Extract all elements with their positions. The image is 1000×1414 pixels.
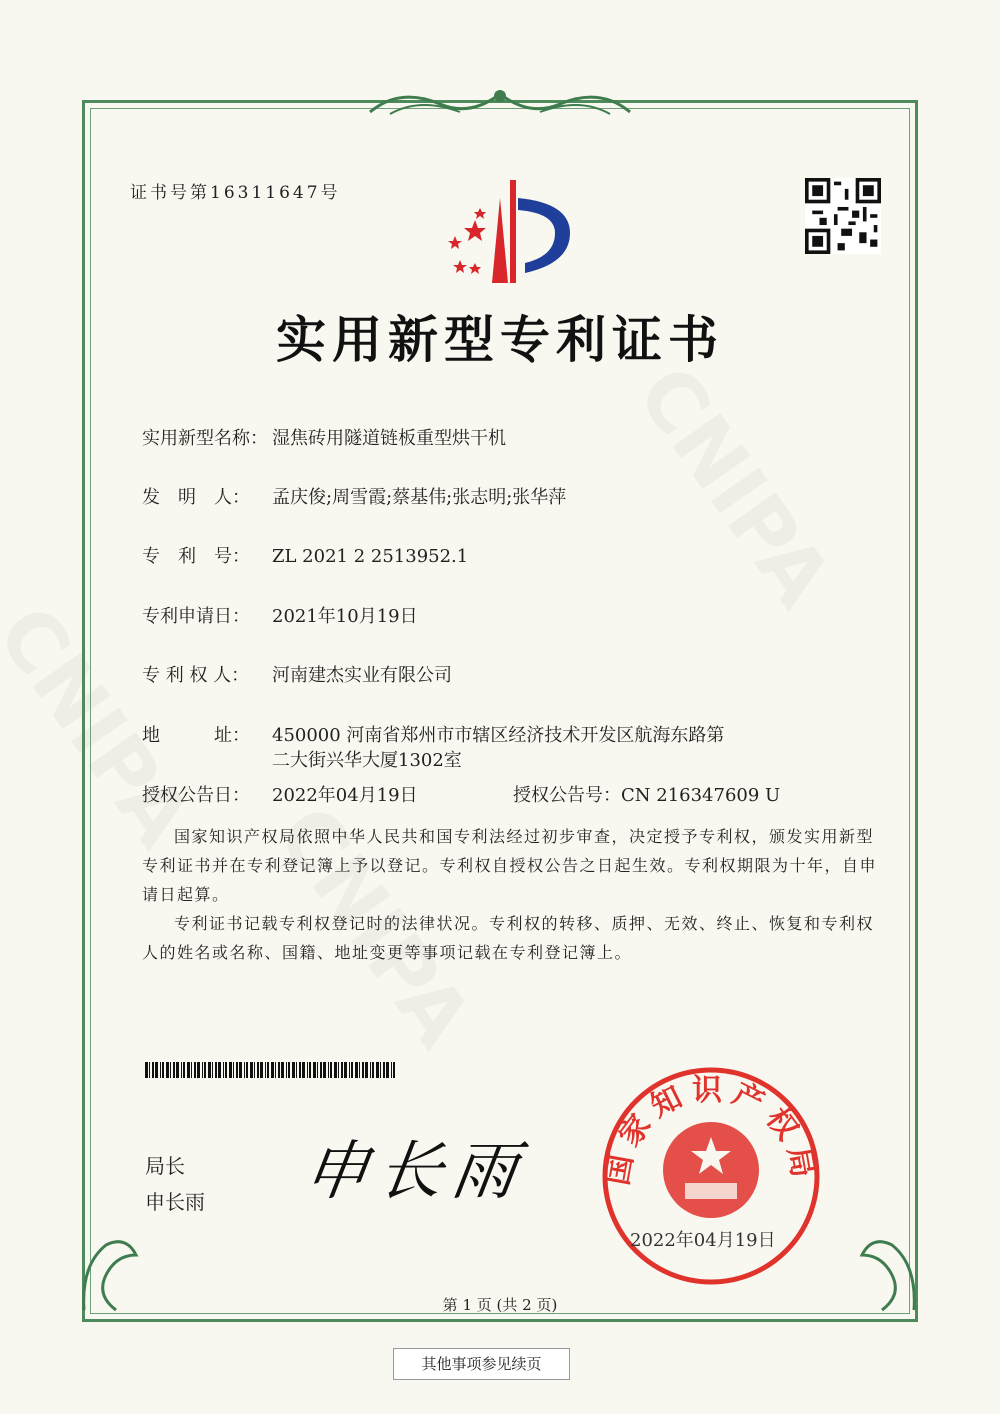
field-announcement-number	[513, 781, 780, 807]
barcode-bar	[160, 1062, 161, 1078]
barcode-bar	[328, 1062, 329, 1078]
barcode-bar	[257, 1062, 259, 1078]
barcode-bar	[307, 1062, 308, 1078]
barcode-bar	[218, 1062, 221, 1078]
barcode-bar	[365, 1062, 368, 1078]
barcode-bar	[155, 1062, 158, 1078]
field-inventors	[142, 483, 566, 509]
barcode-bar	[330, 1062, 332, 1078]
field-label: 授权公告号：	[513, 785, 621, 806]
barcode-bar	[351, 1062, 353, 1078]
field-value: 2021年10月19日	[272, 606, 418, 627]
field-label: 专利申请日：	[142, 606, 250, 627]
barcode-bar	[176, 1062, 179, 1078]
seal-text: 国家知识产权局	[600, 1073, 822, 1188]
barcode-bar	[244, 1062, 245, 1078]
field-label: 地 址：	[142, 725, 250, 746]
barcode-bar	[309, 1062, 311, 1078]
barcode-bar	[313, 1062, 316, 1078]
signatory-title: 局长	[145, 1154, 185, 1178]
barcode-bar	[223, 1062, 224, 1078]
barcode-bar	[212, 1062, 213, 1078]
barcode-bar	[383, 1062, 385, 1078]
page-number: 第 1 页 (共 2 页)	[442, 1296, 558, 1314]
barcode-bar	[386, 1062, 389, 1078]
barcode-bar	[271, 1062, 274, 1078]
field-address-line2	[272, 746, 462, 772]
barcode-bar	[393, 1062, 395, 1078]
signature: 申长雨	[298, 1135, 532, 1209]
barcode-bar	[288, 1062, 290, 1078]
field-value: 河南建杰实业有限公司	[272, 665, 452, 686]
certificate-number: 证书号第16311647号	[130, 183, 341, 203]
continued-note: 其他事项参见续页	[393, 1348, 570, 1380]
barcode-bar	[281, 1062, 284, 1078]
field-label: 专 利 号：	[142, 546, 250, 567]
paragraph: 国家知识产权局依照中华人民共和国专利法经过初步审查，决定授予专利权，颁发实用新型专利证书并在专利登记簿上予以登记。专利权自授权公告之日起生效。专利权期限为十年，自申请日起算。	[142, 827, 878, 904]
barcode-bar	[355, 1062, 358, 1078]
barcode-bar	[194, 1062, 196, 1078]
barcode-bar	[149, 1062, 150, 1078]
barcode-bar	[173, 1062, 175, 1078]
top-ornament-icon	[360, 82, 640, 122]
barcode-bar	[275, 1062, 276, 1078]
field-filing-date	[142, 602, 418, 628]
field-value: 孟庆俊;周雪霞;蔡基伟;张志明;张华萍	[272, 487, 567, 508]
barcode-bar	[370, 1062, 371, 1078]
barcode-bar	[286, 1062, 287, 1078]
field-value: 湿焦砖用隧道链板重型烘干机	[272, 428, 506, 449]
barcode-bar	[204, 1062, 206, 1078]
barcode-bar	[246, 1062, 248, 1078]
field-label: 专 利 权 人：	[142, 665, 250, 686]
barcode-bar	[225, 1062, 227, 1078]
barcode-bar	[191, 1062, 192, 1078]
barcode-bar	[376, 1062, 379, 1078]
barcode-bar	[372, 1062, 374, 1078]
barcode-bar	[162, 1062, 164, 1078]
barcode-bar	[260, 1062, 263, 1078]
barcode-bar	[334, 1062, 337, 1078]
barcode-bar	[278, 1062, 280, 1078]
signatory-name: 申长雨	[145, 1190, 205, 1214]
barcode-bar	[296, 1062, 297, 1078]
barcode-bar	[202, 1062, 203, 1078]
field-value: 450000 河南省郑州市市辖区经济技术开发区航海东路第	[272, 725, 725, 746]
barcode-bar	[254, 1062, 255, 1078]
barcode-bar	[187, 1062, 190, 1078]
barcode-bar	[233, 1062, 234, 1078]
field-label: 授权公告日：	[142, 785, 250, 806]
barcode-bar	[215, 1062, 217, 1078]
seal-date: 2022年04月19日	[630, 1230, 776, 1251]
field-value: 二大街兴华大厦1302室	[272, 750, 462, 771]
official-seal	[600, 1065, 822, 1287]
barcode-bar	[239, 1062, 242, 1078]
barcode-bar	[166, 1062, 169, 1078]
barcode-bar	[145, 1062, 148, 1078]
barcode-bar	[344, 1062, 347, 1078]
paragraph: 专利证书记载专利权登记时的法律状况。专利权的转移、质押、无效、终止、恢复和专利权人的姓名或名称、国籍、地址变更等事项记载在专利登记簿上。	[142, 914, 875, 962]
barcode-bar	[380, 1062, 381, 1078]
qr-code-icon	[805, 178, 881, 254]
field-patent-number	[142, 542, 468, 568]
barcode-bar	[323, 1062, 326, 1078]
barcode-bar	[208, 1062, 211, 1078]
barcode-bar	[152, 1062, 154, 1078]
field-value: 2022年04月19日	[272, 785, 418, 806]
field-label: 发 明 人：	[142, 487, 250, 508]
barcode-bar	[341, 1062, 343, 1078]
barcode-bar	[292, 1062, 295, 1078]
field-address	[142, 721, 724, 747]
barcode-bar	[338, 1062, 339, 1078]
barcode-bar	[299, 1062, 301, 1078]
barcode-icon	[145, 1062, 397, 1078]
field-value: ZL 2021 2 2513952.1	[272, 546, 469, 567]
barcode-bar	[359, 1062, 360, 1078]
barcode-bar	[391, 1062, 392, 1078]
field-value: CN 216347609 U	[621, 785, 781, 806]
barcode-bar	[236, 1062, 238, 1078]
barcode-bar	[229, 1062, 232, 1078]
page-title: 实用新型专利证书	[276, 311, 724, 369]
barcode-bar	[197, 1062, 200, 1078]
barcode-bar	[349, 1062, 350, 1078]
field-label: 实用新型名称：	[142, 428, 268, 449]
barcode-bar	[317, 1062, 318, 1078]
barcode-bar	[362, 1062, 364, 1078]
barcode-bar	[183, 1062, 185, 1078]
field-grant-date	[142, 781, 418, 807]
barcode-bar	[302, 1062, 305, 1078]
barcode-bar	[170, 1062, 171, 1078]
barcode-bar	[267, 1062, 269, 1078]
field-patentee	[142, 661, 452, 687]
barcode-bar	[250, 1062, 253, 1078]
barcode-bar	[320, 1062, 322, 1078]
barcode-bar	[181, 1062, 182, 1078]
field-name	[142, 424, 506, 450]
cnipa-logo-icon	[430, 178, 580, 288]
barcode-bar	[265, 1062, 266, 1078]
